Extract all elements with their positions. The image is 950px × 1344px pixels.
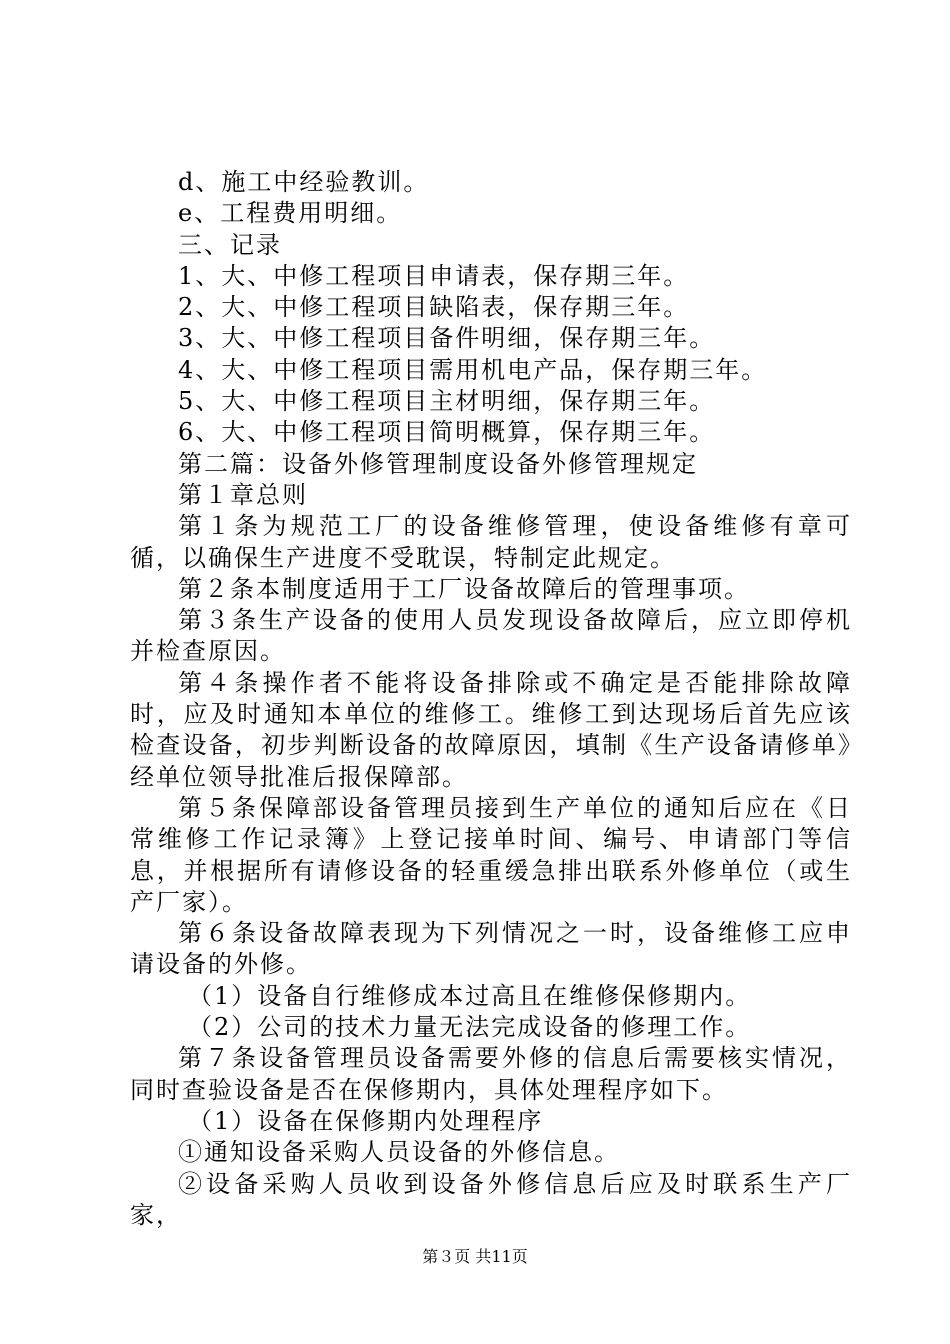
document-body bbox=[130, 167, 852, 1231]
paragraph: 第二篇：设备外修管理制度设备外修管理规定 bbox=[178, 449, 698, 478]
page-footer: 第３页 共11页 bbox=[422, 1247, 528, 1266]
paragraph: 5、大、中修工程项目主材明细，保存期三年。 bbox=[178, 387, 716, 416]
paragraph: （1）设备自行维修成本过高且在维修保修期内。 bbox=[188, 981, 752, 1010]
paragraph: 第１条为规范工厂的设备维修管理，使设备维修有章可循，以确保生产进度不受耽误，特制定此规定。 bbox=[130, 512, 852, 572]
paragraph: 4、大、中修工程项目需用机电产品，保存期三年。 bbox=[178, 355, 768, 384]
paragraph: 1、大、中修工程项目申请表，保存期三年。 bbox=[178, 261, 690, 290]
paragraph: 第７条设备管理员设备需要外修的信息后需要核实情况，同时查验设备是否在保修期内，具体处理程序如下。 bbox=[130, 1044, 852, 1104]
paragraph: 第４条操作者不能将设备排除或不确定是否能排除故障时，应及时通知本单位的维修工。维修工到达现场后首先应该检查设备，初步判断设备的故障原因，填制《生产设备请修单》经单位领导批准后报保障部。 bbox=[130, 668, 852, 791]
paragraph: 第３条生产设备的使用人员发现设备故障后，应立即停机并检查原因。 bbox=[130, 606, 852, 666]
paragraph: ①通知设备采购人员设备的外修信息。 bbox=[178, 1138, 620, 1167]
paragraph: ②设备采购人员收到设备外修信息后应及时联系生产厂家， bbox=[130, 1169, 852, 1229]
paragraph: 第６条设备故障表现为下列情况之一时，设备维修工应申请设备的外修。 bbox=[130, 919, 852, 979]
paragraph: d、施工中经验教训。 bbox=[178, 168, 430, 196]
paragraph: 第５条保障部设备管理员接到生产单位的通知后应在《日常维修工作记录簿》上登记接单时间、编号、申请部门等信息，并根据所有请修设备的轻重缓急排出联系外修单位（或生产厂家）。 bbox=[130, 793, 852, 916]
paragraph: 3、大、中修工程项目备件明细，保存期三年。 bbox=[178, 324, 716, 353]
paragraph: 2、大、中修工程项目缺陷表，保存期三年。 bbox=[178, 293, 690, 322]
paragraph: （2）公司的技术力量无法完成设备的修理工作。 bbox=[188, 1013, 752, 1042]
paragraph: 6、大、中修工程项目简明概算，保存期三年。 bbox=[178, 418, 716, 447]
paragraph: 第２条本制度适用于工厂设备故障后的管理事项。 bbox=[178, 574, 750, 603]
paragraph: e、工程费用明细。 bbox=[178, 199, 403, 228]
paragraph: （1）设备在保修期内处理程序 bbox=[188, 1106, 544, 1135]
paragraph: 三、记录 bbox=[178, 230, 282, 259]
paragraph: 第１章总则 bbox=[178, 480, 308, 509]
